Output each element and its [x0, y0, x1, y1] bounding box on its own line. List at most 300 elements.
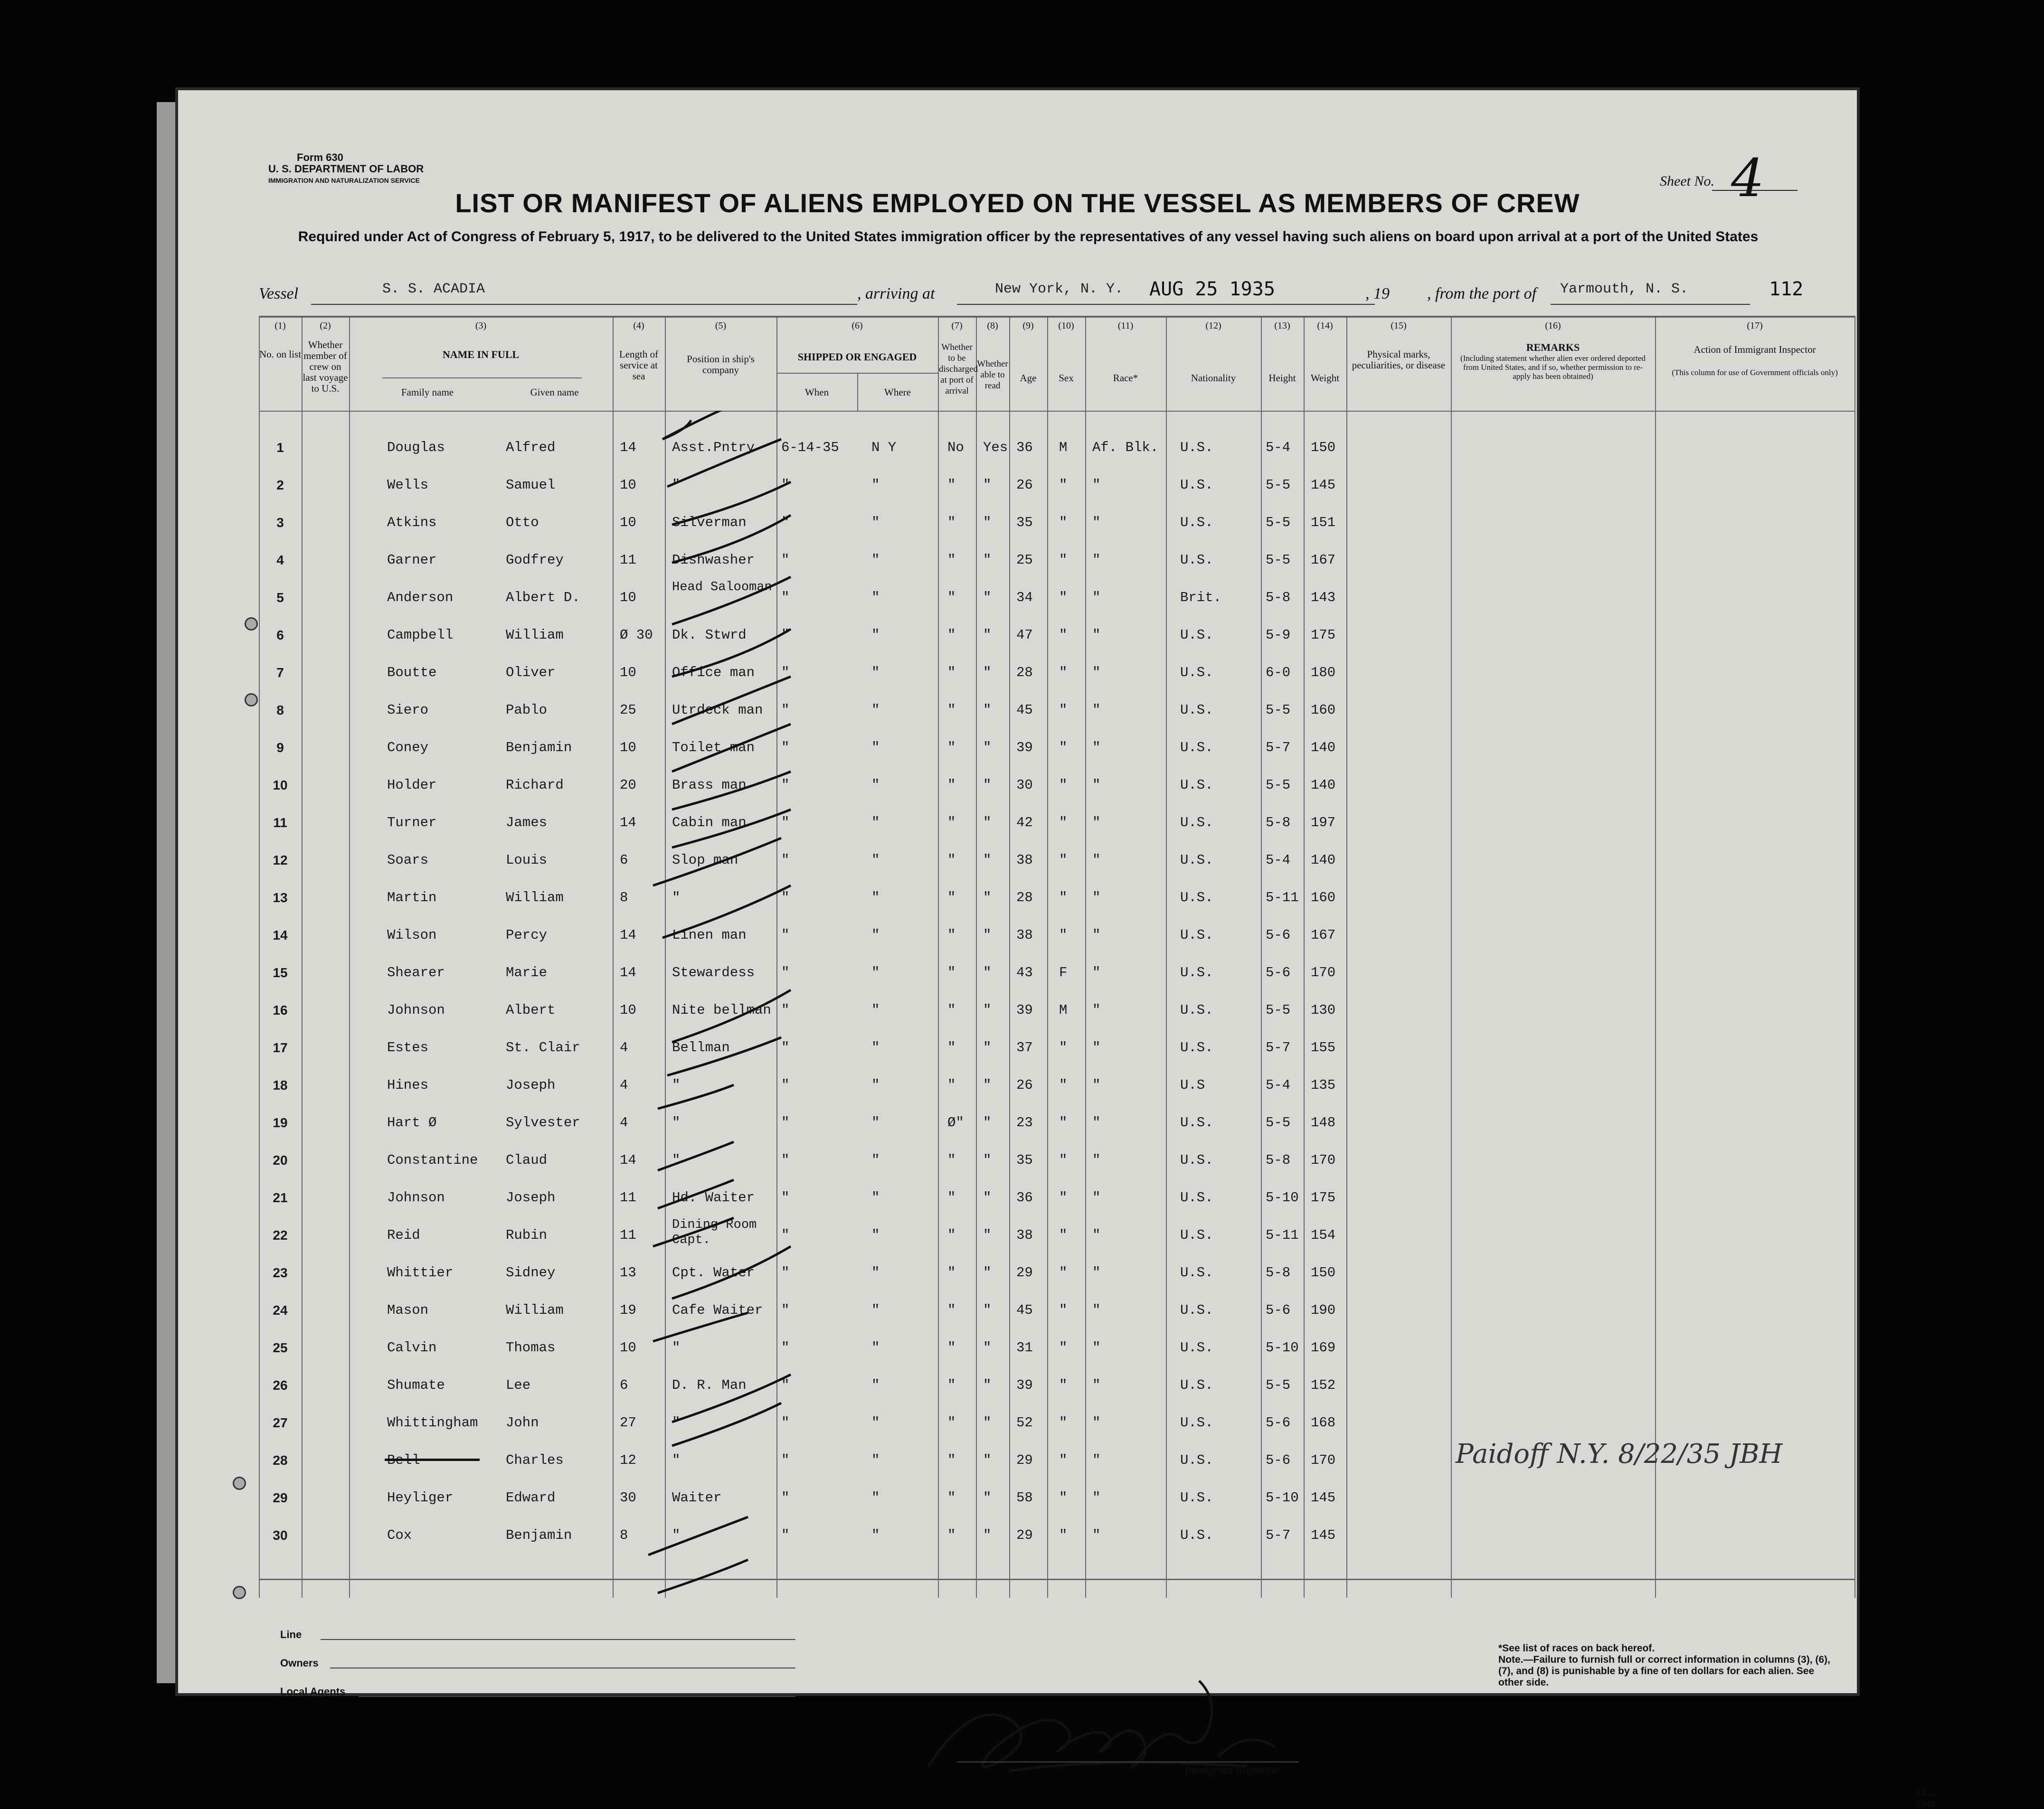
cell-read: " — [983, 1302, 992, 1318]
cell-n: 13 — [273, 890, 288, 905]
cell-discharged: " — [947, 1302, 956, 1318]
cell-given: Samuel — [506, 477, 556, 493]
agents-underline — [359, 1696, 795, 1697]
cell-n: 27 — [273, 1415, 288, 1430]
cell-n: 4 — [276, 553, 284, 567]
cell-where: " — [871, 1340, 880, 1356]
col-7-num: (7) — [951, 320, 963, 331]
cell-service: 6 — [620, 1377, 628, 1393]
cell-read: " — [983, 740, 992, 755]
cell-when: 6-14-35 — [781, 440, 839, 455]
cell-age: 38 — [1016, 1227, 1033, 1243]
cell-given: Rubin — [506, 1227, 548, 1243]
sheet-number-label: Sheet No. — [1660, 173, 1714, 189]
cell-given: William — [506, 890, 564, 905]
cell-when: " — [781, 552, 790, 568]
cell-service: 25 — [620, 702, 636, 718]
cell-read: " — [983, 1265, 992, 1281]
page-title: LIST OR MANIFEST OF ALIENS EMPLOYED ON THE VESSEL AS MEMBERS OF CREW — [455, 188, 1580, 218]
cell-read: " — [983, 1002, 992, 1018]
cell-nationality: U.S. — [1180, 740, 1213, 755]
cell-sex: " — [1059, 1377, 1068, 1393]
cell-sex: M — [1059, 1002, 1068, 1018]
cell-weight: 154 — [1311, 1227, 1336, 1243]
cell-read: " — [983, 1415, 992, 1431]
col-11-header: Race* — [1113, 372, 1138, 384]
cell-age: 36 — [1016, 1190, 1033, 1206]
cell-position: " — [672, 1115, 681, 1131]
cell-given: Richard — [506, 777, 564, 793]
cell-race: " — [1092, 552, 1101, 568]
cell-sex: F — [1059, 965, 1068, 980]
page-subtitle: Required under Act of Congress of February 5, 1917, to be delivered to the United States immigration officer by the representatives of any vessel having such aliens on board upon arrival at a port of the United States — [298, 229, 1759, 245]
cell-race: " — [1092, 815, 1101, 830]
cell-given: Joseph — [506, 1077, 556, 1093]
cell-family: Hart Ø — [387, 1115, 437, 1131]
cell-age: 42 — [1016, 815, 1033, 830]
cell-n: 17 — [273, 1040, 288, 1055]
cell-service: 8 — [620, 1527, 628, 1543]
col-2-header: Whether member of crew on last voyage to U.S. — [303, 339, 348, 394]
cell-when: " — [781, 515, 790, 530]
cell-read: " — [983, 1077, 992, 1093]
cell-when: " — [781, 1302, 790, 1318]
col-4-header: Length of service at sea — [619, 349, 659, 382]
cell-where: " — [871, 1002, 880, 1018]
local-agents-label: Local Agents — [280, 1686, 346, 1697]
cell-weight: 140 — [1311, 777, 1336, 793]
cell-age: 39 — [1016, 1377, 1033, 1393]
cell-nationality: U.S. — [1180, 1302, 1213, 1318]
cell-when: " — [781, 965, 790, 980]
cell-where: " — [871, 852, 880, 868]
when-header: When — [804, 386, 829, 398]
cell-given: John — [506, 1415, 539, 1431]
cell-race: " — [1092, 777, 1101, 793]
cell-age: 39 — [1016, 740, 1033, 755]
cell-sex: " — [1059, 890, 1068, 905]
cell-sex: " — [1059, 702, 1068, 718]
cell-age: 25 — [1016, 552, 1033, 568]
cell-race: " — [1092, 1115, 1101, 1131]
cell-where: " — [871, 815, 880, 830]
cell-height: 5-11 — [1266, 890, 1299, 905]
cell-discharged: " — [947, 590, 956, 605]
cell-height: 5-4 — [1266, 440, 1291, 455]
cell-sex: " — [1059, 665, 1068, 680]
col-16-num: (16) — [1545, 320, 1561, 331]
cell-read: " — [983, 815, 992, 830]
cell-family: Soars — [387, 852, 429, 868]
cell-discharged: " — [947, 1340, 956, 1356]
name-subheader-line — [382, 377, 582, 378]
cell-family: Campbell — [387, 627, 454, 643]
cell-nationality: U.S. — [1180, 1115, 1213, 1131]
cell-n: 28 — [273, 1453, 288, 1468]
cell-when: " — [781, 1077, 790, 1093]
col-10-header: Sex — [1059, 372, 1074, 384]
cell-when: " — [781, 815, 790, 830]
owners-label: Owners — [280, 1657, 319, 1669]
cell-given: Otto — [506, 515, 539, 530]
cell-weight: 155 — [1311, 1040, 1336, 1055]
cell-family: Johnson — [387, 1002, 445, 1018]
cell-service: 12 — [620, 1452, 636, 1468]
cell-weight: 169 — [1311, 1340, 1336, 1356]
cell-given: St. Clair — [506, 1040, 580, 1055]
cell-nationality: U.S. — [1180, 1452, 1213, 1468]
cell-when: " — [781, 590, 790, 605]
cell-race: " — [1092, 1452, 1101, 1468]
cell-race: " — [1092, 1152, 1101, 1168]
cell-family: Estes — [387, 1040, 429, 1055]
cell-family: Shumate — [387, 1377, 445, 1393]
cell-read: " — [983, 1527, 992, 1543]
col-13-num: (13) — [1274, 320, 1290, 331]
cell-read: " — [983, 1190, 992, 1206]
cell-where: " — [871, 1490, 880, 1506]
cell-age: 29 — [1016, 1527, 1033, 1543]
cell-discharged: " — [947, 1415, 956, 1431]
cell-age: 23 — [1016, 1115, 1033, 1131]
cell-service: 30 — [620, 1490, 636, 1506]
col-16-header: REMARKS — [1526, 341, 1580, 353]
cell-age: 38 — [1016, 927, 1033, 943]
cell-height: 5-10 — [1266, 1340, 1299, 1356]
cell-n: 29 — [273, 1490, 288, 1505]
cell-position: " — [672, 1340, 681, 1356]
cell-sex: " — [1059, 590, 1068, 605]
cell-n: 25 — [273, 1340, 288, 1355]
cell-height: 5-8 — [1266, 590, 1291, 605]
cell-n: 5 — [276, 590, 284, 605]
cell-height: 5-6 — [1266, 927, 1291, 943]
cell-nationality: U.S. — [1180, 665, 1213, 680]
cell-sex: " — [1059, 740, 1068, 755]
cell-when: " — [781, 890, 790, 905]
cell-when: " — [781, 1415, 790, 1431]
check-marks — [591, 411, 1114, 1598]
col-7-header: Whether to be discharged at port of arrival — [939, 342, 978, 396]
cell-weight: 145 — [1311, 477, 1336, 493]
cell-given: Godfrey — [506, 552, 564, 568]
cell-sex: " — [1059, 1340, 1068, 1356]
cell-age: 31 — [1016, 1340, 1033, 1356]
cell-given: Sidney — [506, 1265, 556, 1281]
cell-race: " — [1092, 1077, 1101, 1093]
cell-service: 10 — [620, 1340, 636, 1356]
cell-when: " — [781, 1490, 790, 1506]
cell-height: 5-5 — [1266, 1115, 1291, 1131]
cell-age: 30 — [1016, 777, 1033, 793]
cell-discharged: " — [947, 1002, 956, 1018]
cell-service: 13 — [620, 1265, 636, 1281]
cell-sex: " — [1059, 1302, 1068, 1318]
cell-sex: " — [1059, 1190, 1068, 1206]
cell-race: " — [1092, 1302, 1101, 1318]
cell-where: " — [871, 740, 880, 755]
col-5-num: (5) — [715, 320, 727, 331]
col-13-header: Height — [1268, 372, 1296, 384]
from-port-underline — [1551, 304, 1750, 305]
cell-when: " — [781, 1227, 790, 1243]
cell-where: " — [871, 1377, 880, 1393]
cell-age: 34 — [1016, 590, 1033, 605]
col-5-header: Position in ship's company — [687, 353, 755, 376]
cell-position: " — [672, 1077, 681, 1093]
cell-family: Whittingham — [387, 1415, 478, 1431]
cell-when: " — [781, 852, 790, 868]
cell-position: Dishwasher — [672, 552, 755, 568]
cell-read: " — [983, 665, 992, 680]
strike-line — [385, 1459, 480, 1461]
cell-where: " — [871, 627, 880, 643]
cell-n: 19 — [273, 1115, 288, 1130]
cell-read: " — [983, 1340, 992, 1356]
cell-weight: 130 — [1311, 1002, 1336, 1018]
cell-n: 12 — [273, 853, 288, 867]
line-underline — [321, 1639, 795, 1640]
cell-where: " — [871, 665, 880, 680]
cell-when: " — [781, 1340, 790, 1356]
cell-where: " — [871, 702, 880, 718]
cell-where: " — [871, 477, 880, 493]
cell-weight: 170 — [1311, 965, 1336, 980]
cell-position: Slop man — [672, 852, 738, 868]
date-stamp: AUG 25 1935 — [1149, 278, 1275, 300]
cell-family: Hines — [387, 1077, 429, 1093]
cell-read: " — [983, 1115, 992, 1131]
cell-weight: 152 — [1311, 1377, 1336, 1393]
cell-nationality: U.S. — [1180, 702, 1213, 718]
cell-nationality: U.S. — [1180, 852, 1213, 868]
cell-discharged: " — [947, 927, 956, 943]
cell-n: 9 — [276, 740, 284, 755]
cell-sex: " — [1059, 627, 1068, 643]
cell-weight: 135 — [1311, 1077, 1336, 1093]
cell-weight: 143 — [1311, 590, 1336, 605]
cell-family: Constantine — [387, 1152, 478, 1168]
cell-weight: 145 — [1311, 1527, 1336, 1543]
inspector-label: Immigrant Inspector. — [1185, 1764, 1281, 1776]
cell-sex: " — [1059, 852, 1068, 868]
cell-sex: " — [1059, 1227, 1068, 1243]
cell-where: " — [871, 777, 880, 793]
cell-height: 5-5 — [1266, 515, 1291, 530]
cell-age: 47 — [1016, 627, 1033, 643]
cell-height: 5-10 — [1266, 1190, 1299, 1206]
cell-height: 5-5 — [1266, 1002, 1291, 1018]
cell-height: 5-8 — [1266, 1265, 1291, 1281]
cell-nationality: U.S. — [1180, 1377, 1213, 1393]
cell-when: " — [781, 1265, 790, 1281]
cell-height: 5-10 — [1266, 1490, 1299, 1506]
race-note: *See list of races on back hereof. — [1498, 1643, 1655, 1654]
cell-where: " — [871, 515, 880, 530]
cell-position: Asst.Pntry — [672, 440, 755, 455]
from-port: Yarmouth, N. S. — [1560, 281, 1689, 297]
cell-race: " — [1092, 1490, 1101, 1506]
cell-family: Wilson — [387, 927, 437, 943]
cell-when: " — [781, 927, 790, 943]
cell-race: " — [1092, 590, 1101, 605]
table-top-border — [259, 316, 1855, 318]
cell-read: " — [983, 1452, 992, 1468]
cell-family: Boutte — [387, 665, 437, 680]
vessel-name: S. S. ACADIA — [382, 281, 485, 297]
cell-family: Shearer — [387, 965, 445, 980]
cell-position: Cabin man — [672, 815, 747, 830]
cell-nationality: Brit. — [1180, 590, 1222, 605]
cell-service: 4 — [620, 1077, 628, 1093]
cell-n: 6 — [276, 628, 284, 642]
cell-given: James — [506, 815, 548, 830]
cell-weight: 175 — [1311, 1190, 1336, 1206]
cell-race: " — [1092, 1377, 1101, 1393]
cell-nationality: U.S. — [1180, 1002, 1213, 1018]
cell-weight: 151 — [1311, 515, 1336, 530]
cell-given: Lee — [506, 1377, 531, 1393]
cell-nationality: U.S. — [1180, 515, 1213, 530]
cell-where: " — [871, 965, 880, 980]
cell-given: Albert — [506, 1002, 556, 1018]
punch-hole — [245, 617, 258, 631]
form-number: Form 630 — [297, 151, 343, 163]
arriving-underline — [957, 304, 1375, 305]
col-16-subheader: (Including statement whether alien ever ordered deported from United States, and if so, whether permission to re-apply has been obtained) — [1460, 354, 1646, 381]
cell-nationality: U.S. — [1180, 927, 1213, 943]
cell-family: Holder — [387, 777, 437, 793]
cell-n: 14 — [273, 928, 288, 942]
cell-sex: " — [1059, 1152, 1068, 1168]
cell-weight: 167 — [1311, 927, 1336, 943]
cell-age: 45 — [1016, 702, 1033, 718]
col-15-header: Physical marks, peculiarities, or disease — [1352, 349, 1446, 371]
cell-where: " — [871, 1152, 880, 1168]
cell-n: 20 — [273, 1153, 288, 1168]
cell-nationality: U.S. — [1180, 1040, 1213, 1055]
cell-family: Douglas — [387, 440, 445, 455]
cell-service: 14 — [620, 1152, 636, 1168]
cell-height: 5-5 — [1266, 777, 1291, 793]
cell-discharged: " — [947, 1040, 956, 1055]
cell-read: " — [983, 890, 992, 905]
cell-service: 4 — [620, 1040, 628, 1055]
cell-given: Sylvester — [506, 1115, 580, 1131]
cell-family: Anderson — [387, 590, 454, 605]
cell-n: 7 — [276, 665, 284, 680]
cell-service: 14 — [620, 440, 636, 455]
col-14-num: (14) — [1317, 320, 1333, 331]
cell-height: 5-5 — [1266, 552, 1291, 568]
cell-n: 26 — [273, 1378, 288, 1393]
cell-height: 5-6 — [1266, 1415, 1291, 1431]
cell-n: 3 — [276, 515, 284, 530]
cell-nationality: U.S. — [1180, 1415, 1213, 1431]
year-label: , 19 — [1365, 285, 1390, 302]
footnotes — [1498, 1643, 1831, 1688]
cell-given: Joseph — [506, 1190, 556, 1206]
cell-read: " — [983, 515, 992, 530]
col-10-num: (10) — [1058, 320, 1074, 331]
cell-race: " — [1092, 1265, 1101, 1281]
cell-n: 18 — [273, 1078, 288, 1093]
cell-discharged: " — [947, 1377, 956, 1393]
cell-weight: 170 — [1311, 1452, 1336, 1468]
cell-where: " — [871, 890, 880, 905]
cell-race: " — [1092, 740, 1101, 755]
col-12-num: (12) — [1205, 320, 1221, 331]
cell-family: Bell — [387, 1452, 420, 1468]
cell-n: 8 — [276, 703, 284, 717]
cell-age: 45 — [1016, 1302, 1033, 1318]
cell-read: " — [983, 552, 992, 568]
cell-n: 16 — [273, 1003, 288, 1018]
cell-discharged: " — [947, 1227, 956, 1243]
cell-position: " — [672, 1527, 681, 1543]
cell-where: " — [871, 1302, 880, 1318]
cell-discharged: " — [947, 1077, 956, 1093]
col-1-num: (1) — [274, 320, 286, 331]
cell-read: " — [983, 1227, 992, 1243]
cell-family: Johnson — [387, 1190, 445, 1206]
cell-where: " — [871, 1040, 880, 1055]
cell-service: 11 — [620, 1227, 636, 1243]
cell-service: 14 — [620, 965, 636, 980]
cell-family: Heyliger — [387, 1490, 454, 1506]
cell-when: " — [781, 777, 790, 793]
cell-age: 28 — [1016, 665, 1033, 680]
cell-family: Garner — [387, 552, 437, 568]
cell-where: " — [871, 590, 880, 605]
punch-hole — [233, 1477, 246, 1490]
cell-weight: 160 — [1311, 890, 1336, 905]
cell-discharged: " — [947, 965, 956, 980]
cell-weight: 197 — [1311, 815, 1336, 830]
cell-sex: " — [1059, 552, 1068, 568]
cell-position: Dining Room Capt. — [672, 1218, 757, 1247]
cell-where: " — [871, 1527, 880, 1543]
col-2-num: (2) — [320, 320, 331, 331]
cell-discharged: " — [947, 552, 956, 568]
col-6-header: SHIPPED OR ENGAGED — [797, 351, 917, 363]
cell-n: 1 — [276, 440, 284, 455]
cell-height: 5-7 — [1266, 1527, 1291, 1543]
cell-read: Yes — [983, 440, 1008, 455]
penalty-note: Note.—Failure to furnish full or correct information in columns (3), (6), (7), and (8) is punishable by a fine of ten dollars for each alien. See other side. — [1498, 1654, 1830, 1688]
cell-where: N Y — [871, 440, 897, 455]
cell-family: Reid — [387, 1227, 420, 1243]
col-8-num: (8) — [987, 320, 998, 331]
cell-n: 21 — [273, 1190, 288, 1205]
cell-read: " — [983, 1040, 992, 1055]
cell-position: Brass man — [672, 777, 747, 793]
cell-race: " — [1092, 1227, 1101, 1243]
col-3-num: (3) — [475, 320, 487, 331]
cell-when: " — [781, 1190, 790, 1206]
cell-sex: " — [1059, 1415, 1068, 1431]
cell-when: " — [781, 740, 790, 755]
cell-race: " — [1092, 1415, 1101, 1431]
cell-read: " — [983, 927, 992, 943]
cell-race: " — [1092, 515, 1101, 530]
cell-nationality: U.S. — [1180, 477, 1213, 493]
col-9-num: (9) — [1022, 320, 1034, 331]
cell-given: Alfred — [506, 440, 556, 455]
cell-sex: " — [1059, 1115, 1068, 1131]
crew-table — [259, 316, 1855, 1598]
cell-age: 36 — [1016, 440, 1033, 455]
